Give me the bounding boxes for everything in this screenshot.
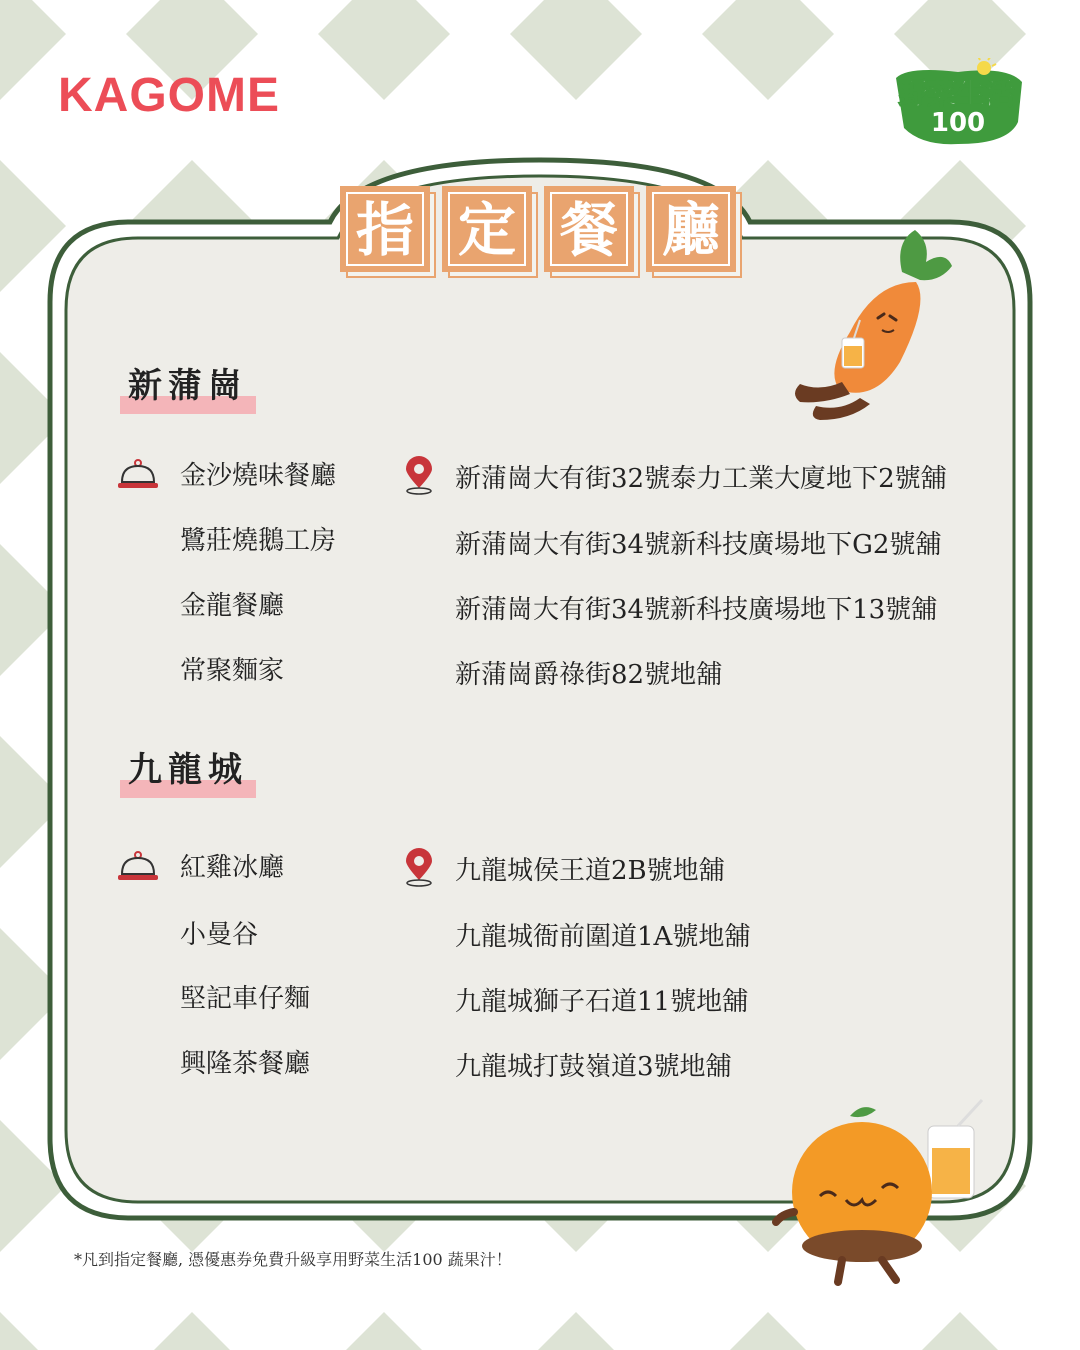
district-heading: 九龍城 [128, 750, 248, 790]
map-pin-icon [402, 848, 436, 888]
district-heading: 新蒲崗 [128, 366, 248, 406]
map-pin-icon [402, 456, 436, 496]
restaurant-address: 新蒲崗爵祿街82號地舖 [455, 660, 723, 690]
restaurant-name: 鷺莊燒鵝工房 [180, 526, 337, 556]
carrot-mascot-icon [780, 222, 960, 422]
restaurant-name: 紅雞冰廳 [180, 853, 285, 883]
cloche-icon [116, 458, 160, 492]
title-char-1: 指 [340, 186, 430, 272]
restaurant-address: 新蒲崗大有街34號新科技廣場地下13號舖 [455, 595, 938, 625]
restaurant-address: 九龍城侯王道2B號地舖 [455, 856, 725, 886]
title-char-3: 餐 [544, 186, 634, 272]
title-char-2: 定 [442, 186, 532, 272]
restaurant-name: 興隆茶餐廳 [180, 1049, 311, 1079]
brand-line1: 野菜生活 [898, 77, 1014, 112]
title-char-4: 廳 [646, 186, 736, 272]
brand-line2: 100 [930, 108, 986, 138]
orange-mascot-icon [772, 1096, 992, 1286]
footnote: *凡到指定餐廳, 憑優惠券免費升級享用野菜生活100 蔬果汁！ [74, 1250, 512, 1269]
restaurant-address: 新蒲崗大有街34號新科技廣場地下G2號舖 [455, 530, 942, 560]
restaurant-name: 小曼谷 [180, 920, 259, 950]
kagome-logo: KAGOME [58, 69, 280, 122]
restaurant-address: 九龍城打鼓嶺道3號地舖 [455, 1052, 732, 1082]
restaurant-name: 金沙燒味餐廳 [180, 461, 337, 491]
restaurant-name: 常聚麵家 [180, 656, 285, 686]
restaurant-address: 新蒲崗大有街32號泰力工業大廈地下2號舖 [455, 464, 947, 494]
cloche-icon [116, 850, 160, 884]
restaurant-address: 九龍城獅子石道11號地舖 [455, 987, 749, 1017]
restaurant-name: 堅記車仔麵 [180, 984, 311, 1014]
restaurant-address: 九龍城衙前圍道1A號地舖 [455, 922, 751, 952]
restaurant-name: 金龍餐廳 [180, 591, 285, 621]
